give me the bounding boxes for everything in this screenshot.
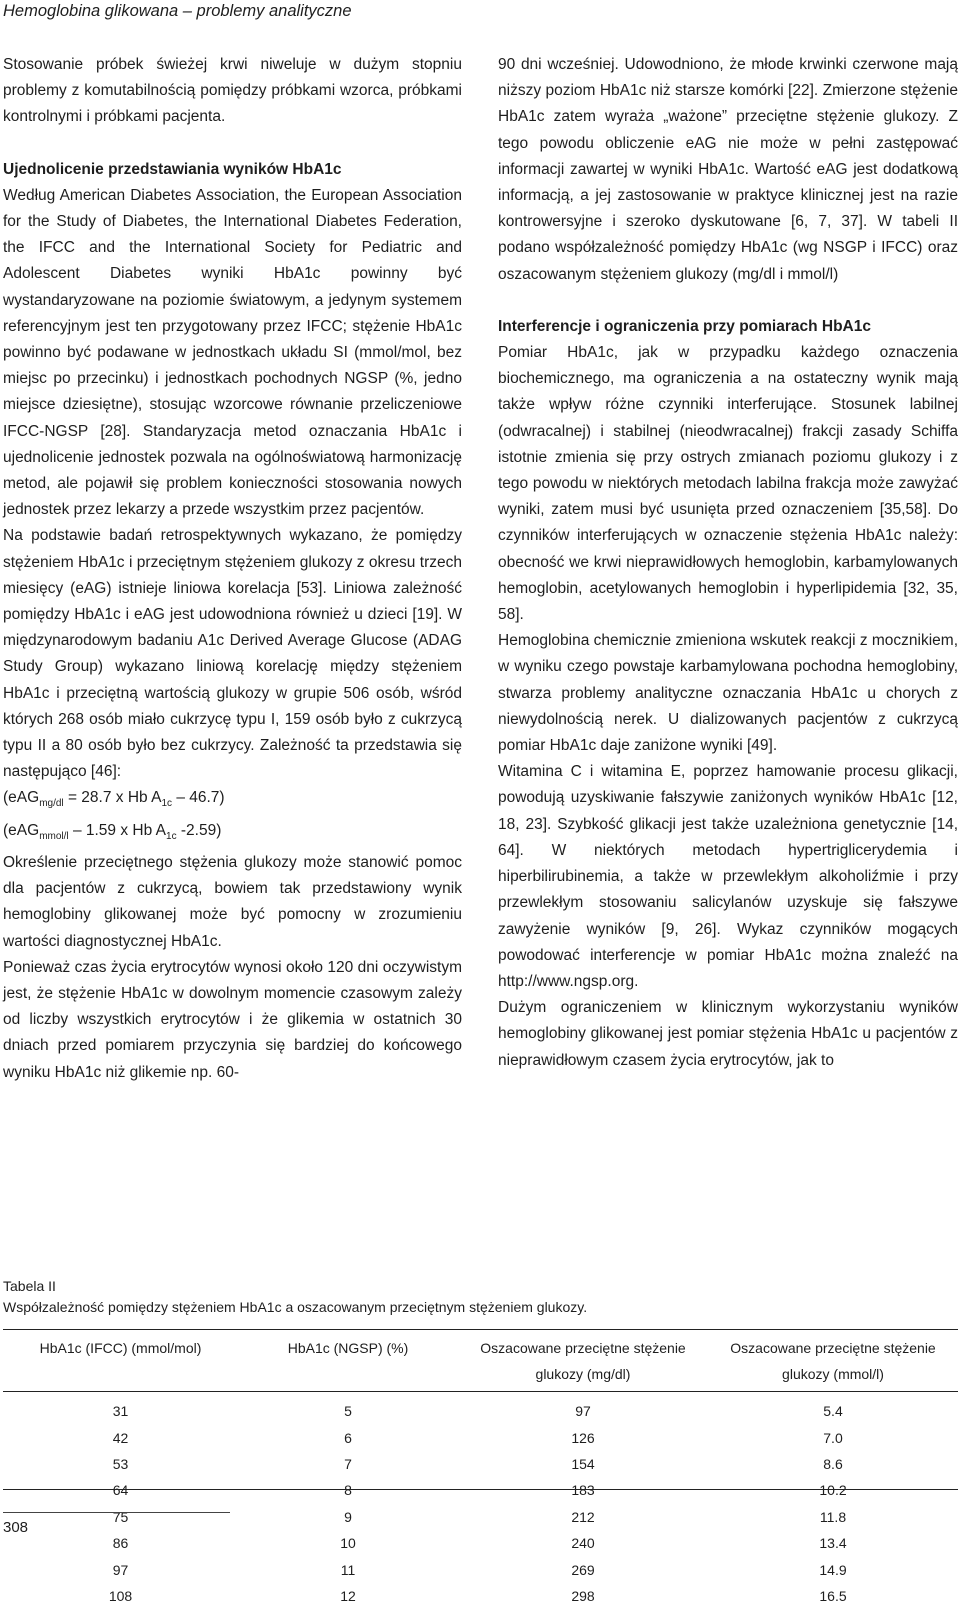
table-cell: 13.4	[819, 1535, 847, 1552]
table-cell: 64	[112, 1482, 129, 1499]
table-caption	[3, 1276, 587, 1318]
table-cell: 7	[344, 1455, 352, 1472]
column-header: Oszacowane przeciętne stężenie glukozy (mg/dl)	[480, 1340, 686, 1382]
data-table	[3, 1329, 958, 1613]
paragraph: Ponieważ czas życia erytrocytów wynosi około 120 dni oczywistym jest, że stężenie HbA1c w dowolnym momencie czasowym zależy od liczby wszystkich erytrocytów i że glikemia w ostatnich 30 dniach przed pomiarem przyczynia się bardziej do końcowego wyniku HbA1c niż glikemie np. 60-	[3, 958, 462, 1081]
paragraph: Hemoglobina chemicznie zmieniona wskutek reakcji z mocznikiem, w wyniku czego powstaje karbamylowana pochodna hemoglobiny, stwarza problemy analityczne oznaczania HbA1c u chorych z niewydolnością nerek. U dializowanych pacjentów z cukrzycą pomiar HbA1c daje zaniżone wyniki [49].	[498, 632, 959, 755]
column-header: Oszacowane przeciętne stężenie glukozy (mmol/l)	[730, 1340, 936, 1382]
table-row	[3, 1504, 958, 1530]
section-heading: Interferencje i ograniczenia przy pomiarach HbA1c	[498, 317, 871, 335]
table-cell: 126	[571, 1429, 595, 1446]
table-row	[3, 1424, 958, 1450]
paragraph: Witamina C i witamina E, poprzez hamowanie procesu glikacji, powodują uzyskiwanie fałszywie zaniżonych wyników HbA1c [12, 18, 23]. Szybkość glikacji jest także uzależniona genetycznie [14, 64]. W niektórych metodach hypertriglicerydemia i hiperbilirubinemia, a także w przewlekłym alkoholiźmie i przy przewlekłym stosowaniu salicylanów uzyskuje się fałszywe zawyżenie wyników [9, 26]. Wykaz czynników mogących powodować interferencje w pomiar HbA1c można znaleźć na http://www.ngsp.org.	[498, 763, 958, 990]
paragraph: Stosowanie próbek świeżej krwi niweluje w dużym stopniu problemy z komutabilnością pomiędzy próbkami wzorca, próbkami kontrolnymi i próbkami pacjenta.	[3, 56, 462, 126]
table-cell: 97	[575, 1403, 591, 1420]
table-cell: 240	[571, 1535, 595, 1552]
footer-rule	[3, 1512, 230, 1513]
table-cell: 5	[344, 1403, 352, 1420]
table-cell: 12	[340, 1587, 356, 1604]
table-cell: 212	[571, 1508, 595, 1525]
table-cell: 6	[344, 1429, 352, 1446]
table-cell: 154	[571, 1455, 595, 1472]
table-cell: 298	[571, 1587, 595, 1604]
table-row	[3, 1556, 958, 1582]
table-row	[3, 1477, 958, 1503]
table-cell: 42	[112, 1429, 129, 1446]
table-cell: 16.5	[819, 1587, 847, 1604]
table-cell: 97	[112, 1561, 129, 1578]
paragraph: Dużym ograniczeniem w klinicznym wykorzystaniu wyników hemoglobiny glikowanej jest pomiar stężenia HbA1c u pacjentów z nieprawidłowym czasem życia erytrocytów, jak to	[498, 999, 958, 1069]
running-head: Hemoglobina glikowana – problemy analityczne	[3, 2, 352, 20]
section-heading: Ujednolicenie przedstawiania wyników HbA1c	[3, 160, 342, 178]
table-cell: 9	[344, 1508, 352, 1525]
table-cell: 11	[340, 1561, 356, 1578]
table-cell: 10	[340, 1535, 356, 1552]
column-header: HbA1c (IFCC) (mmol/mol)	[39, 1340, 202, 1356]
table-cell: 7.0	[823, 1429, 843, 1446]
page-number: 308	[3, 1519, 29, 1536]
left-column	[3, 52, 462, 1086]
right-column	[498, 52, 958, 1074]
table-cell: 269	[571, 1561, 595, 1578]
table-cell: 10.2	[819, 1482, 847, 1499]
paragraph: Pomiar HbA1c, jak w przypadku każdego oznaczenia biochemicznego, ma ograniczenia a na ostateczny wynik mają także wpływ różne czynniki interferujące. Stosunek labilnej (odwracalnej) i stabilnej (nieodwracalnej) frakcji zasady Schiffa istotnie zmienia się przy ostrych zmianach poziomu glukozy i z tego powodu w niektórych metodach labilna frakcja może zawyżać wyniki, zatem musi być usunięta przed oznaczeniem [35,58]. Do czynników interferujących w oznaczenie stężenia HbA1c należy: obecność we krwi nieprawidłowych hemoglobin, karbamylowanych hemoglobin, acetylowanych hemoglobin i hyperlipidemia [32, 35, 58].	[498, 344, 958, 624]
table-row	[3, 1583, 958, 1613]
table-label: Tabela II	[3, 1278, 56, 1294]
table-cell: 14.9	[819, 1561, 847, 1578]
column-header: HbA1c (NGSP) (%)	[287, 1340, 409, 1356]
table-row	[3, 1530, 958, 1556]
table-bottom-rule	[3, 1489, 958, 1490]
table-cell: 31	[112, 1403, 129, 1420]
table-header-row	[3, 1329, 958, 1392]
table-cell: 8	[344, 1482, 352, 1499]
table-cell: 108	[108, 1587, 133, 1604]
equation-eag-mgdl: (eAG$_{mg/dl}$ = 28.7 x Hb $A_{1c} - 46.7$)	[3, 789, 225, 810]
paragraph: Określenie przeciętnego stężenia glukozy może stanowić pomoc dla pacjentów z cukrzycą, bowiem tak przedstawiony wynik hemoglobiny glikowanej może być pomocny w zrozumieniu wartości diagnostycznej HbA1c.	[3, 853, 462, 950]
table-cell: 75	[112, 1508, 129, 1525]
table-cell: 183	[571, 1482, 595, 1499]
paragraph: 90 dni wcześniej. Udowodniono, że młode krwinki czerwone mają niższy poziom HbA1c niż starsze komórki [22]. Zmierzone stężenie HbA1c zatem wyraża „ważone” przeciętne stężenie glukozy. Z tego powodu obliczenie eAG nie może w pełni zastępować informacji zawartej w wyniki HbA1c. Wartość eAG jest dodatkową informacją, a jej zastosowanie w praktyce klinicznej jest na razie kontrowersyjne i szeroko dyskutowane [6, 7, 37]. W tabeli II podano współzależność pomiędzy HbA1c (wg NSGP i IFCC) oraz oszacowanym stężeniem glukozy (mg/dl i mmol/l)	[498, 56, 958, 283]
table-row	[3, 1392, 958, 1425]
paragraph: Na podstawie badań retrospektywnych wykazano, że pomiędzy stężeniem HbA1c i przeciętnym stężeniem glukozy z okresu trzech miesięcy (eAG) istnieje liniowa korelacja [53]. Liniowa zależność pomiędzy HbA1c i eAG jest udowodniona również u dzieci [19]. W międzynarodowym badaniu A1c Derived Average Glucose (ADAG Study Group) wykazano liniową korelację między stężeniem HbA1c i przeciętną wartością glukozy w grupie 506 osób, wśród których 268 osób miało cukrzycę typu I, 159 osób było z cukrzycą typu II a 80 osób było bez cukrzycy. Zależność ta przedstawia się następująco [46]:	[3, 527, 462, 781]
table-cell: 53	[112, 1455, 129, 1472]
table-cell: 8.6	[823, 1455, 843, 1472]
paragraph: Według American Diabetes Association, the European Association for the Study of Diabetes, the International Diabetes Federation, the IFCC and the International Society for Pediatric and Adolescent Diabetes wyniki HbA1c powinny być wystandaryzowane na poziomie światowym, a jedynym systemem referencyjnym jest ten przygotowany przez IFCC; stężenie HbA1c powinno być podawane w jednostkach układu SI (mmol/mol, bez miejsc po przecinku) i jednostkach pochodnych NGSP (%, jedno miejsce dziesiętne), stosując wzorcowe równanie przeliczeniowe IFCC-NGSP [28]. Standaryzacja metod oznaczania HbA1c i ujednolicenie jednostek pozwala na ogólnoświatową harmonizację metod, ale pojawił się problem konieczności stosowania nowych jednostek przez lekarzy a przede wszystkim przez pacjentów.	[3, 186, 462, 519]
table-row	[3, 1451, 958, 1477]
table-title: Współzależność pomiędzy stężeniem HbA1c a oszacowanym przeciętnym stężeniem glukozy.	[3, 1299, 588, 1315]
table-cell: 86	[112, 1535, 129, 1552]
table-cell: 5.4	[823, 1403, 843, 1420]
equation-eag-mmoll: (eAG$_{mmol/l}$ – 1.59 x Hb $A_{1c}$ -2.59)	[3, 821, 222, 842]
table-cell: 11.8	[819, 1508, 847, 1525]
